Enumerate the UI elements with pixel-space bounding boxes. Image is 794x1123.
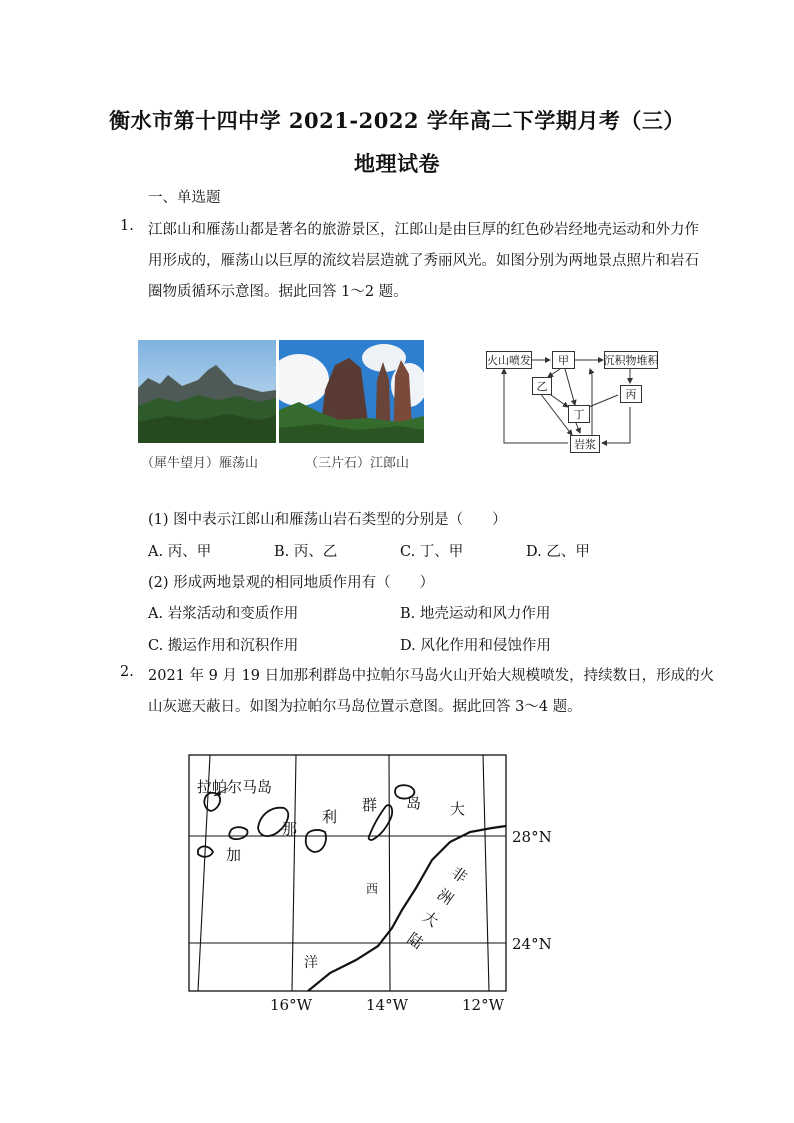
yandang-photo bbox=[138, 340, 276, 443]
photo-caption-yandang: （犀牛望月）雁荡山 bbox=[141, 456, 259, 471]
map-continent-char: 非 bbox=[447, 863, 471, 887]
option-c[interactable]: C. 丁、甲 bbox=[400, 544, 464, 560]
map-char: 大 bbox=[450, 800, 466, 818]
question-stem-line: 圈物质循环示意图。据此回答 1～2 题。 bbox=[148, 284, 408, 300]
option-b[interactable]: B. 丙、乙 bbox=[274, 544, 338, 560]
diagram-box-jia: 甲 bbox=[552, 351, 575, 369]
map-label-la-palma: 拉帕尔马岛 bbox=[197, 778, 273, 796]
option-d[interactable]: D. 风化作用和侵蚀作用 bbox=[400, 638, 551, 654]
question-number: 1. bbox=[120, 218, 134, 234]
lon-label-12w: 12°W bbox=[462, 996, 505, 1014]
option-a[interactable]: A. 丙、甲 bbox=[148, 544, 212, 560]
lon-label-14w: 14°W bbox=[366, 996, 409, 1014]
diagram-box-magma: 岩浆 bbox=[570, 435, 600, 453]
page-title: 衡水市第十四中学 2021-2022 学年高二下学期月考（三） bbox=[109, 108, 685, 133]
question-stem-line: 2021 年 9 月 19 日加那利群岛中拉帕尔马岛火山开始大规模喷发，持续数日，形成的火 bbox=[148, 668, 715, 684]
page-subtitle: 地理试卷 bbox=[354, 151, 440, 176]
map-char: 群 bbox=[362, 796, 378, 814]
option-d[interactable]: D. 乙、甲 bbox=[526, 544, 590, 560]
option-a[interactable]: A. 岩浆活动和变质作用 bbox=[148, 606, 299, 622]
question-stem-line: 山灰遮天蔽日。如图为拉帕尔马岛位置示意图。据此回答 3～4 题。 bbox=[148, 699, 582, 715]
rock-cycle-diagram bbox=[480, 345, 670, 455]
question-stem-line: 江郎山和雁荡山都是著名的旅游景区，江郎山是由巨厚的红色砂岩经地壳运动和外力作 bbox=[148, 222, 699, 238]
map-char: 岛 bbox=[406, 794, 422, 812]
map-char: 洋 bbox=[304, 955, 318, 971]
diagram-box-sediment: 沉积物堆积 bbox=[604, 351, 658, 369]
sub-question-2: (2) 形成两地景观的相同地质作用有（ ） bbox=[148, 575, 435, 591]
diagram-box-ding: 丁 bbox=[568, 405, 590, 423]
diagram-box-yi: 乙 bbox=[532, 377, 552, 395]
la-palma-location-map bbox=[180, 748, 570, 1018]
sub-question-1: (1) 图中表示江郎山和雁荡山岩石类型的分别是（ ） bbox=[148, 512, 507, 528]
map-continent-char: 陆 bbox=[403, 929, 427, 953]
map-char: 西 bbox=[366, 882, 379, 896]
map-char: 加 bbox=[226, 846, 242, 864]
photo-caption-jianglang: （三片石）江郎山 bbox=[305, 456, 410, 471]
map-char: 那 bbox=[282, 820, 298, 838]
diagram-box-bing: 丙 bbox=[620, 385, 642, 403]
question-number: 2. bbox=[120, 664, 134, 680]
section-label: 一、单选题 bbox=[148, 190, 221, 206]
lat-label-28n: 28°N bbox=[512, 828, 552, 846]
map-char: 利 bbox=[322, 808, 338, 826]
question-stem-line: 用形成的，雁荡山以巨厚的流纹岩层造就了秀丽风光。如图分别为两地景点照片和岩石 bbox=[148, 253, 699, 269]
map-continent-char: 大 bbox=[418, 907, 442, 931]
option-c[interactable]: C. 搬运作用和沉积作用 bbox=[148, 638, 299, 654]
diagram-box-volcano: 火山喷发 bbox=[486, 351, 532, 369]
lat-label-24n: 24°N bbox=[512, 935, 552, 953]
map-continent-char: 洲 bbox=[433, 885, 457, 909]
option-b[interactable]: B. 地壳运动和风力作用 bbox=[400, 606, 551, 622]
lon-label-16w: 16°W bbox=[270, 996, 313, 1014]
jianglang-photo bbox=[279, 340, 424, 443]
